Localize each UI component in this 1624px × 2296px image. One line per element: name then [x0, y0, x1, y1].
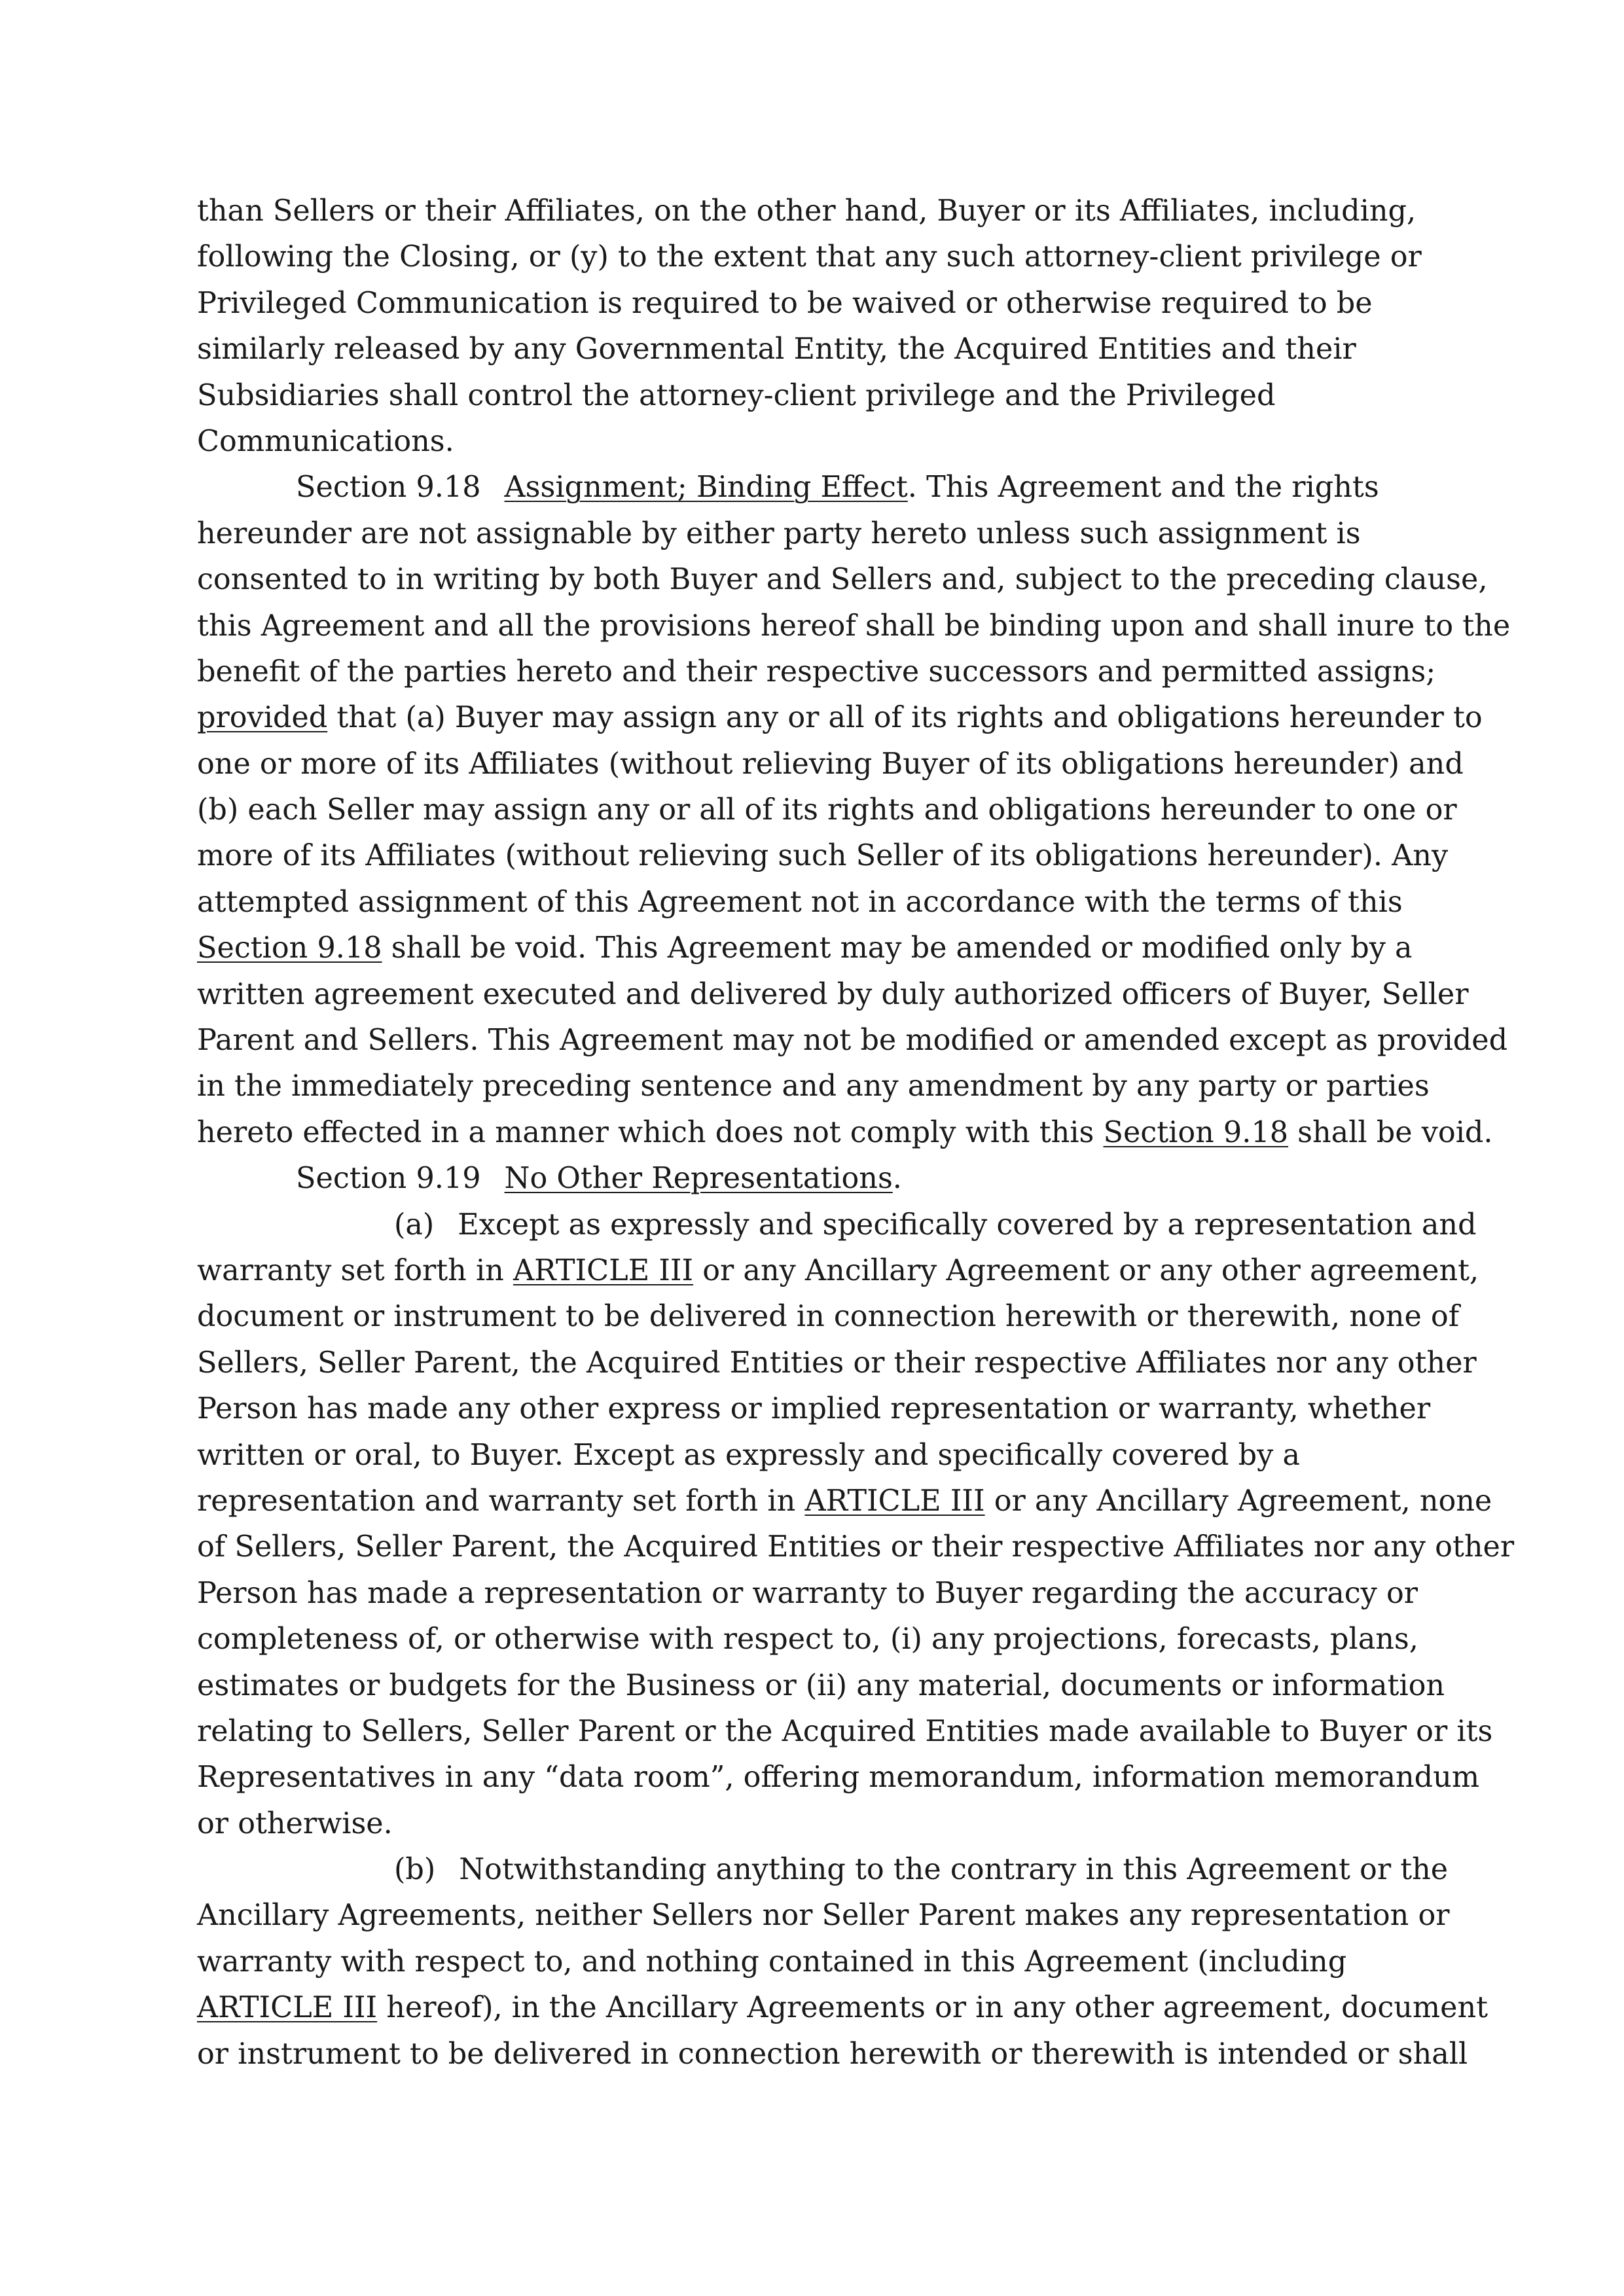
text-line: or instrument to be delivered in connection herewith or therewith is intended or shall [197, 2037, 1468, 2071]
heading-period: . [907, 471, 917, 505]
section-9-18 [197, 465, 1511, 1156]
text-line: Subsidiaries shall control the attorney-client privilege and the Privileged [197, 378, 1276, 412]
text-line: similarly released by any Governmental Entity, the Acquired Entities and their [197, 332, 1356, 367]
text-line: this Agreement and all the provisions hereof shall be binding upon and shall inure to the [197, 609, 1511, 643]
text-line: Sellers, Seller Parent, the Acquired Entities or their respective Affiliates nor any other [197, 1346, 1477, 1380]
text-segment: or any Ancillary Agreement or any other agreement, [693, 1253, 1479, 1287]
text-line: one or more of its Affiliates (without relieving Buyer of its obligations hereunder) and [197, 747, 1464, 781]
text-line: of Sellers, Seller Parent, the Acquired Entities or their respective Affiliates nor any other [197, 1530, 1515, 1564]
text-line [197, 1985, 1489, 2031]
text-line [197, 695, 1483, 741]
text-line: warranty with respect to, and nothing contained in this Agreement (including [197, 1945, 1347, 1979]
section-heading-line [197, 1156, 1441, 1202]
text-segment: Except as expressly and specifically covered by a representation and [458, 1208, 1477, 1242]
text-line: relating to Sellers, Seller Parent or the Acquired Entities made available to Buyer or its [197, 1714, 1493, 1748]
text-line: or otherwise. [197, 1806, 393, 1840]
text-line: document or instrument to be delivered in connection herewith or therewith, none of [197, 1300, 1460, 1334]
section-number: Section 9.18 [296, 471, 481, 505]
text-line: benefit of the parties hereto and their respective successors and permitted assigns; [197, 655, 1436, 689]
text-line: Ancillary Agreements, neither Sellers nor Seller Parent makes any representation or [197, 1899, 1450, 1933]
text-line: written or oral, to Buyer. Except as expressly and specifically covered by a [197, 1438, 1300, 1472]
text-segment: or any Ancillary Agreement, none [984, 1484, 1492, 1518]
section-heading-line [197, 465, 1441, 511]
text-segment: that (a) Buyer may assign any or all of its rights and obligations hereunder to [327, 701, 1483, 735]
clause-b [197, 1847, 1489, 2077]
text-line: in the immediately preceding sentence and any amendment by any party or parties [197, 1069, 1430, 1103]
text-line: Person has made a representation or warranty to Buyer regarding the accuracy or [197, 1576, 1418, 1610]
clause-a [197, 1202, 1515, 1847]
text-line: Parent and Sellers. This Agreement may not be modified or amended except as provided [197, 1024, 1508, 1058]
text-line: (b) each Seller may assign any or all of its rights and obligations hereunder to one or [197, 793, 1457, 827]
heading-period: . [892, 1162, 902, 1196]
text-segment: shall be void. [1288, 1115, 1493, 1149]
section-heading: No Other Representations [504, 1162, 893, 1196]
text-line: than Sellers or their Affiliates, on the other hand, Buyer or its Affiliates, including, [197, 194, 1416, 228]
text-segment: hereto effected in a manner which does not comply with this [197, 1115, 1104, 1149]
text-segment: representation and warranty set forth in [197, 1484, 805, 1518]
text-line: Person has made any other express or implied representation or warranty, whether [197, 1392, 1431, 1426]
clause-first-line [197, 1202, 1477, 1248]
text-segment: shall be void. This Agreement may be amended or modified only by a [382, 931, 1413, 965]
text-line [197, 1479, 1492, 1524]
text-line: consented to in writing by both Buyer and Sellers and, subject to the preceding clause, [197, 563, 1488, 597]
text-line: estimates or budgets for the Business or (ii) any material, documents or information [197, 1668, 1445, 1702]
clause-marker: (a) [394, 1208, 435, 1242]
text-segment: hereof), in the Ancillary Agreements or in any other agreement, document [377, 1991, 1489, 2025]
section-reference-link[interactable]: Section 9.18 [1103, 1115, 1289, 1149]
provided-term: provided [197, 701, 328, 735]
article-reference-link[interactable]: ARTICLE III [197, 1991, 378, 2025]
text-line: written agreement executed and delivered by duly authorized officers of Buyer, Seller [197, 977, 1469, 1011]
text-segment: warranty set forth in [197, 1253, 513, 1287]
article-reference-link[interactable]: ARTICLE III [804, 1484, 985, 1518]
section-9-19 [197, 1156, 1515, 2077]
text-line [197, 1110, 1493, 1156]
text-line [197, 1248, 1479, 1294]
section-number: Section 9.19 [296, 1162, 481, 1196]
document-body [197, 188, 1515, 2077]
section-heading: Assignment; Binding Effect [504, 471, 908, 505]
text-line: completeness of, or otherwise with respect to, (i) any projections, forecasts, plans, [197, 1623, 1418, 1657]
text-line: Privileged Communication is required to be waived or otherwise required to be [197, 286, 1373, 320]
text-line: Communications. [197, 424, 454, 458]
text-line: hereunder are not assignable by either party hereto unless such assignment is [197, 516, 1361, 550]
continuation-paragraph [197, 188, 1441, 465]
text-line: Representatives in any “data room”, offering memorandum, information memorandum [197, 1761, 1480, 1795]
section-reference-link[interactable]: Section 9.18 [197, 931, 382, 965]
text-segment: Notwithstanding anything to the contrary in this Agreement or the [459, 1853, 1449, 1887]
text-segment: This Agreement and the rights [916, 471, 1379, 505]
text-line [197, 925, 1441, 971]
clause-first-line [197, 1847, 1449, 1893]
text-line: attempted assignment of this Agreement not in accordance with the terms of this [197, 885, 1403, 919]
article-reference-link[interactable]: ARTICLE III [513, 1253, 694, 1287]
text-line: more of its Affiliates (without relieving such Seller of its obligations hereunder). Any [197, 839, 1449, 873]
text-line: following the Closing, or (y) to the extent that any such attorney-client privilege or [197, 240, 1422, 274]
clause-marker: (b) [394, 1853, 436, 1887]
